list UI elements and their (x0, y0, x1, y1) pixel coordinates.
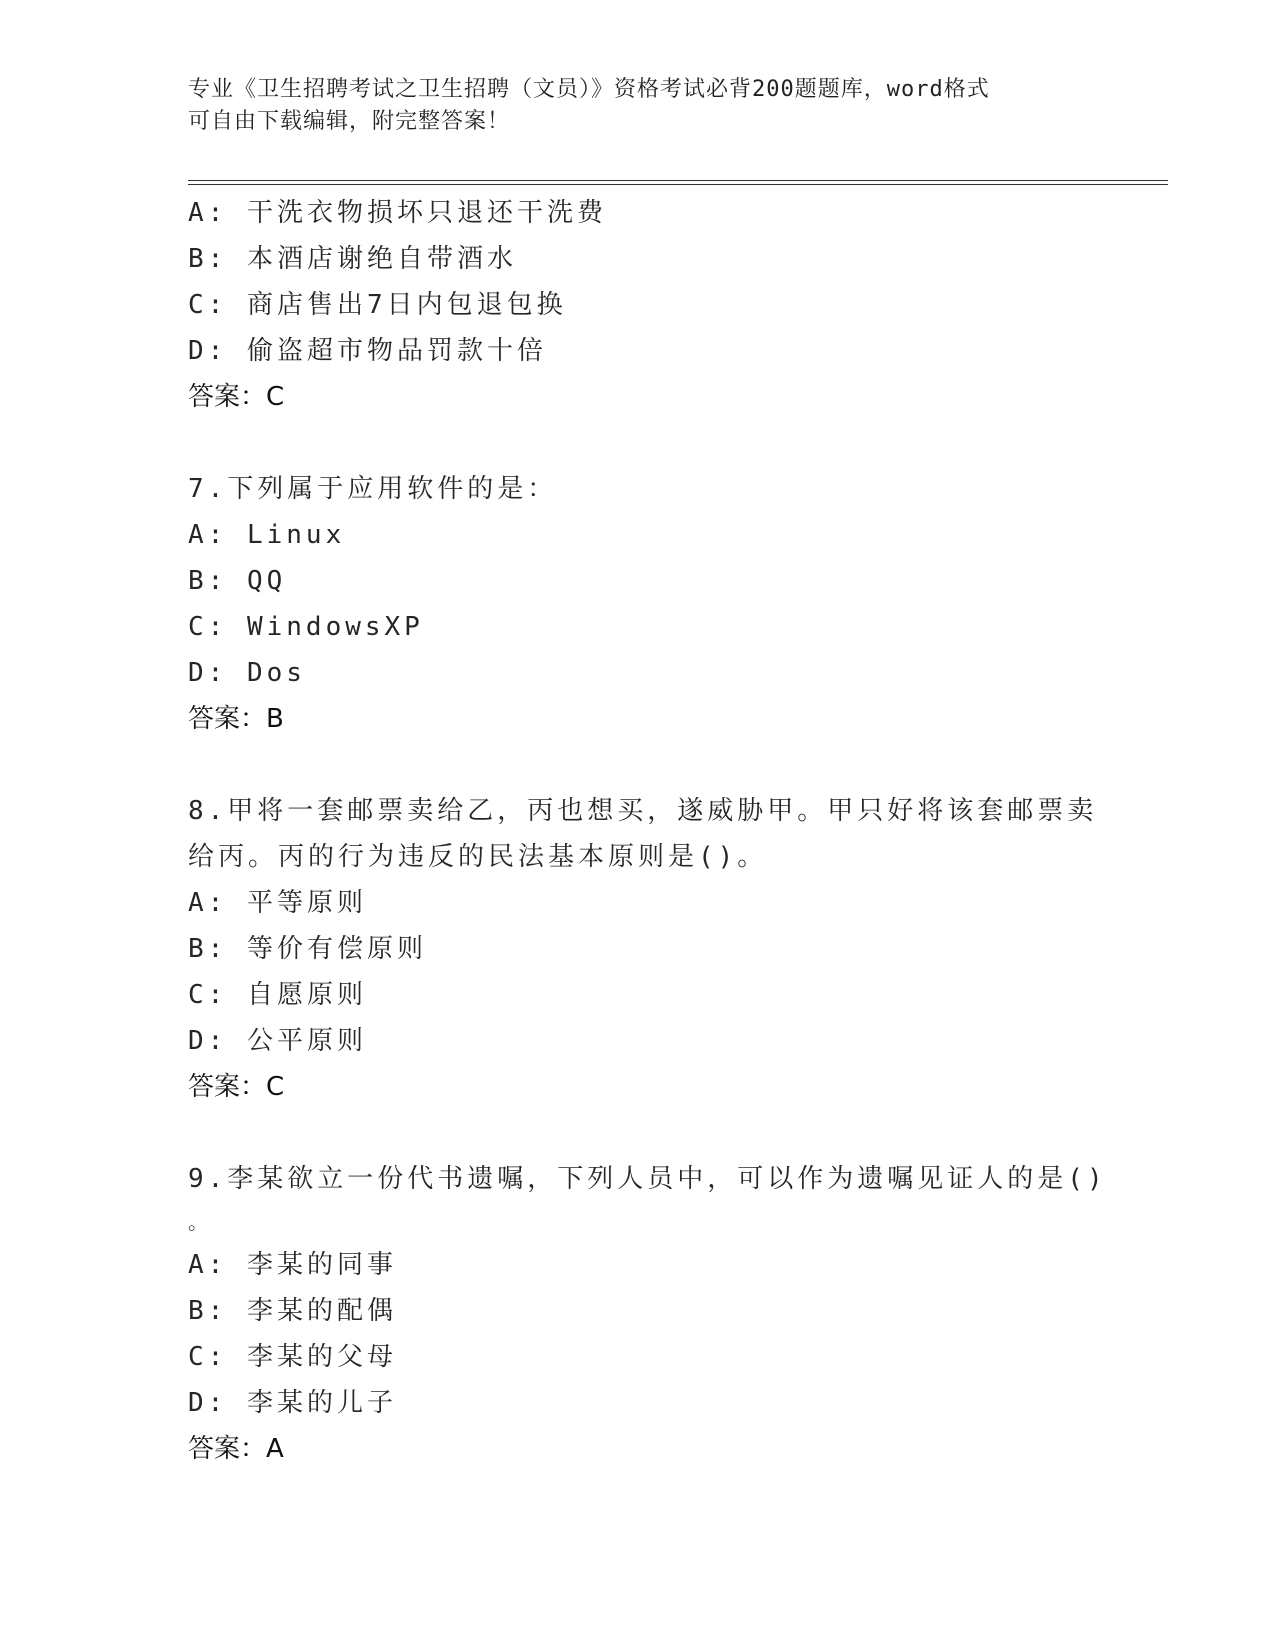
question-8 (188, 788, 1098, 1110)
answer-label: 答案：A (188, 1434, 284, 1464)
option-a: A: 平等原则 (188, 888, 367, 918)
answer-label: 答案：C (188, 1072, 285, 1102)
option-d: D: 李某的儿子 (188, 1388, 397, 1418)
spacer (188, 1110, 1088, 1156)
question-text-line-2: 。 (188, 1210, 212, 1234)
option-d: D: 偷盗超市物品罚款十倍 (188, 336, 547, 366)
option-b: B: 李某的配偶 (188, 1296, 397, 1326)
answer-label: 答案：C (188, 382, 285, 412)
header-line-1: 专业《卫生招聘考试之卫生招聘（文员）》资格考试必背200题题库，word格式 (188, 77, 990, 102)
option-b: B: 等价有偿原则 (188, 934, 427, 964)
option-b: B: QQ (188, 566, 287, 596)
spacer (188, 742, 1088, 788)
question-6 (188, 190, 1088, 420)
option-d: D: 公平原则 (188, 1026, 367, 1056)
question-text-line-1: 9.李某欲立一份代书遗嘱，下列人员中，可以作为遗嘱见证人的是() (188, 1164, 1107, 1194)
spacer (188, 420, 1088, 466)
question-list (188, 190, 1107, 1472)
answer-label: 答案：B (188, 704, 284, 734)
option-a: A: 李某的同事 (188, 1250, 397, 1280)
question-text: 7.下列属于应用软件的是： (188, 474, 558, 504)
option-c: C: 李某的父母 (188, 1342, 397, 1372)
header-divider-top (188, 180, 1168, 181)
question-text-line-2: 给丙。丙的行为违反的民法基本原则是()。 (188, 842, 768, 872)
option-a: A: Linux (188, 520, 346, 550)
header-divider-bottom (188, 184, 1168, 185)
option-b: B: 本酒店谢绝自带酒水 (188, 244, 517, 274)
header-line-2: 可自由下载编辑，附完整答案！ (188, 109, 511, 134)
question-text-line-1: 8.甲将一套邮票卖给乙，丙也想买，遂威胁甲。甲只好将该套邮票卖 (188, 796, 1098, 826)
option-c: C: 商店售出7日内包退包换 (188, 290, 567, 320)
option-c: C: 自愿原则 (188, 980, 367, 1010)
document-header (188, 74, 1088, 138)
option-c: C: WindowsXP (188, 612, 424, 642)
question-7 (188, 466, 1088, 742)
question-9 (188, 1156, 1107, 1472)
option-d: D: Dos (188, 658, 306, 688)
option-a: A: 干洗衣物损坏只退还干洗费 (188, 198, 607, 228)
